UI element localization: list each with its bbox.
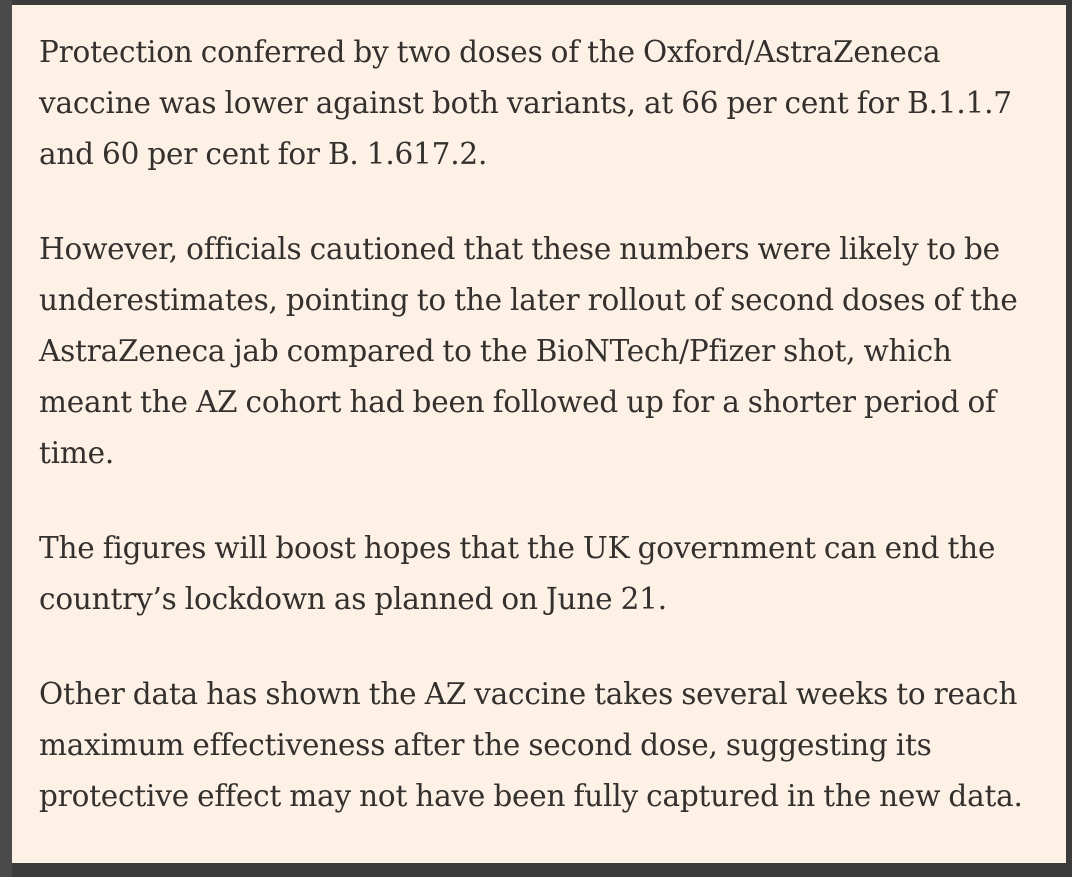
article-body <box>12 5 1066 863</box>
article-paragraph-3: The figures will boost hopes that the UK government can end the country’s lockdown as planned on June 21. <box>39 531 996 616</box>
article-paragraph-1: Protection conferred by two doses of the Oxford/AstraZeneca vaccine was lower against both variants, at 66 per cent for B.1.1.7 and 60 per cent for B. 1.617.2. <box>39 35 1012 171</box>
background-window-edge <box>0 0 12 877</box>
article-paragraph-2: However, officials cautioned that these numbers were likely to be underestimates, pointing to the later rollout of second doses of the AstraZeneca jab compared to the BioNTech/Pfizer shot, which meant the AZ cohort had been followed up for a shorter period of time. <box>39 232 1018 470</box>
article-paragraph-4: Other data has shown the AZ vaccine takes several weeks to reach maximum effectiveness after the second dose, suggesting its protective effect may not have been fully captured in the new data. <box>39 677 1023 813</box>
